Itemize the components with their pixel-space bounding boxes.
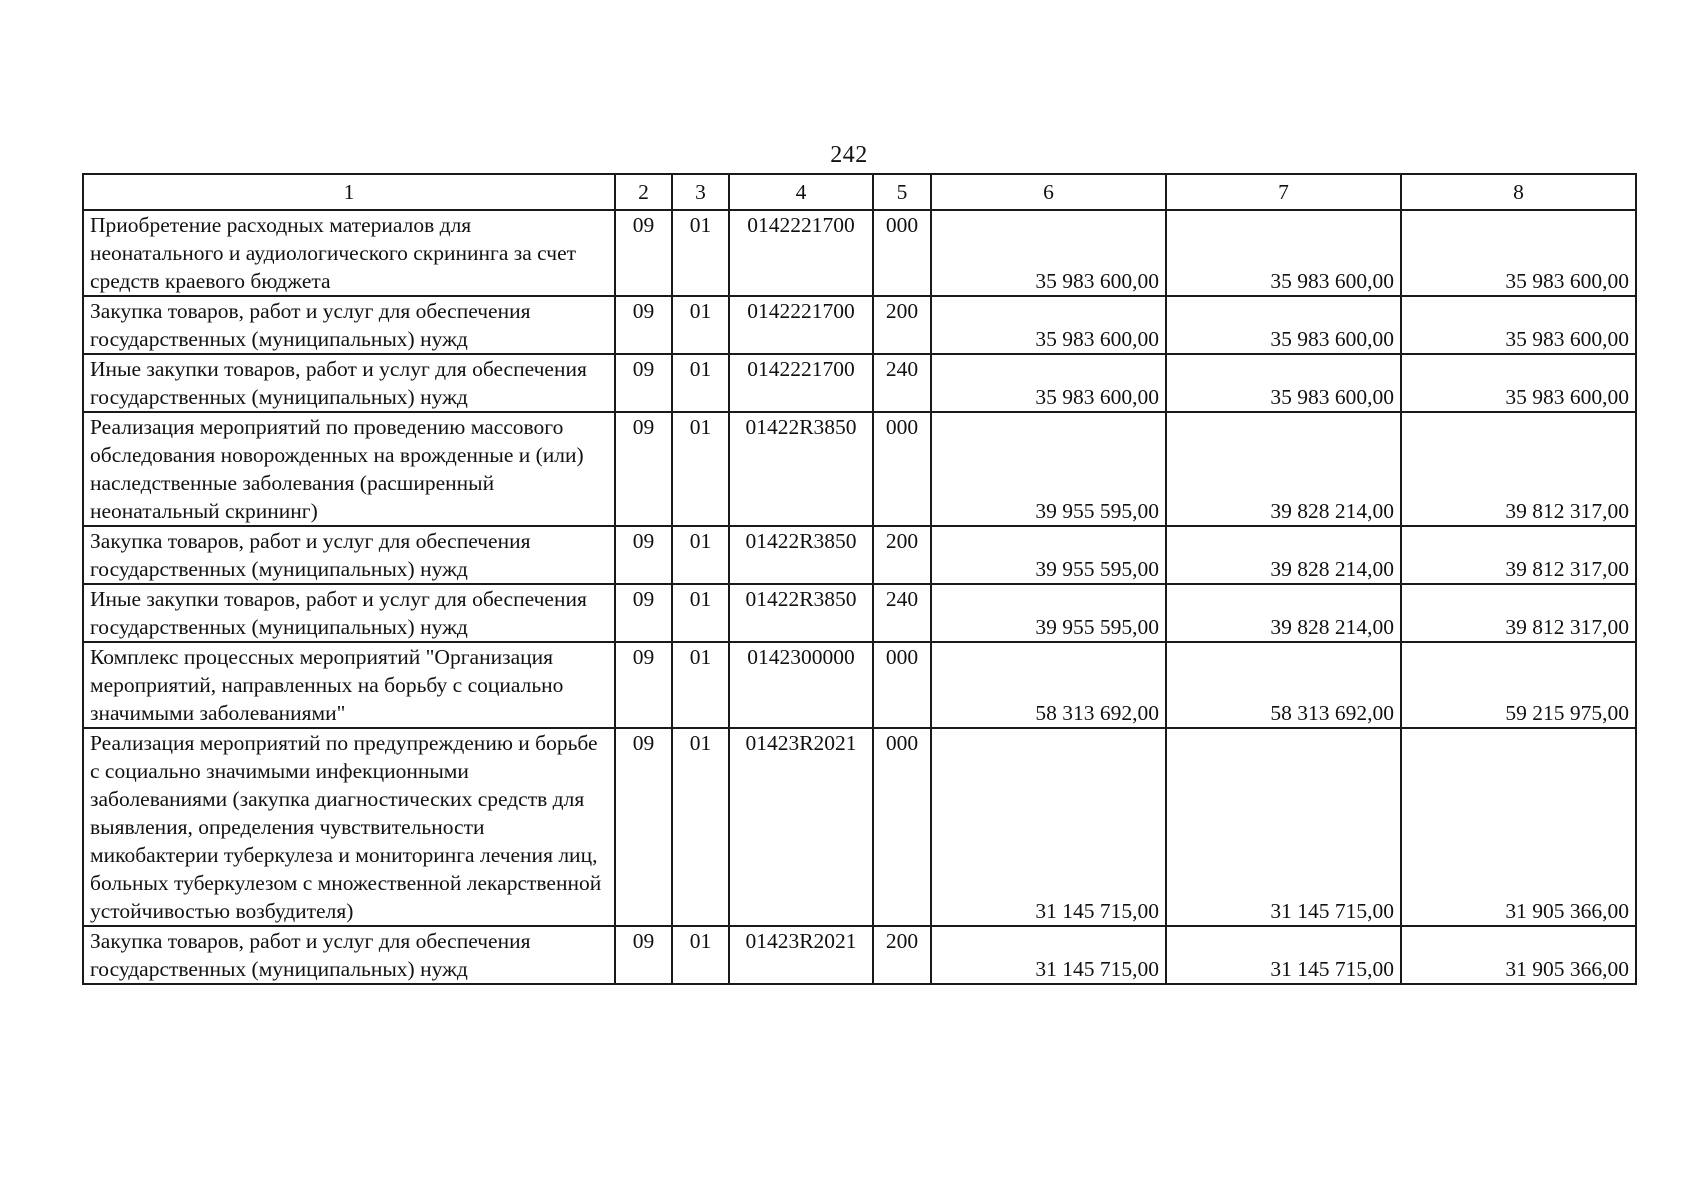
amount-year-3: 39 812 317,00 xyxy=(1401,526,1636,584)
expense-type-code: 240 xyxy=(873,354,931,412)
column-header: 5 xyxy=(873,174,931,210)
amount-year-3: 59 215 975,00 xyxy=(1401,642,1636,728)
target-article-code: 01422R3850 xyxy=(729,412,873,526)
expense-type-code: 000 xyxy=(873,210,931,296)
table-row xyxy=(83,526,1636,584)
page-number: 242 xyxy=(830,142,868,168)
expense-type-code: 000 xyxy=(873,642,931,728)
amount-year-1: 35 983 600,00 xyxy=(931,210,1166,296)
item-name: Реализация мероприятий по проведению массового обследования новорожденных на врожденные и (или) наследственные заболевания (расширенный неонатальный скрининг) xyxy=(83,412,615,526)
table-row xyxy=(83,728,1636,926)
expense-type-code: 200 xyxy=(873,296,931,354)
budget-table xyxy=(82,173,1637,985)
amount-year-2: 39 828 214,00 xyxy=(1166,412,1401,526)
column-header: 4 xyxy=(729,174,873,210)
item-name: Комплекс процессных мероприятий "Организация мероприятий, направленных на борьбу с социально значимыми заболеваниями" xyxy=(83,642,615,728)
column-header: 2 xyxy=(615,174,672,210)
section-code: 09 xyxy=(615,926,672,984)
target-article-code: 01422R3850 xyxy=(729,584,873,642)
amount-year-2: 39 828 214,00 xyxy=(1166,526,1401,584)
target-article-code: 0142221700 xyxy=(729,354,873,412)
section-code: 09 xyxy=(615,526,672,584)
amount-year-2: 35 983 600,00 xyxy=(1166,210,1401,296)
amount-year-2: 35 983 600,00 xyxy=(1166,296,1401,354)
amount-year-1: 39 955 595,00 xyxy=(931,526,1166,584)
amount-year-1: 39 955 595,00 xyxy=(931,584,1166,642)
subsection-code: 01 xyxy=(672,412,729,526)
section-code: 09 xyxy=(615,642,672,728)
item-name: Закупка товаров, работ и услуг для обеспечения государственных (муниципальных) нужд xyxy=(83,526,615,584)
amount-year-1: 35 983 600,00 xyxy=(931,296,1166,354)
table-row xyxy=(83,584,1636,642)
column-header: 6 xyxy=(931,174,1166,210)
amount-year-3: 39 812 317,00 xyxy=(1401,584,1636,642)
column-header: 7 xyxy=(1166,174,1401,210)
amount-year-3: 35 983 600,00 xyxy=(1401,210,1636,296)
section-code: 09 xyxy=(615,354,672,412)
subsection-code: 01 xyxy=(672,728,729,926)
table-row xyxy=(83,354,1636,412)
column-number-row xyxy=(83,174,1636,210)
target-article-code: 0142221700 xyxy=(729,296,873,354)
expense-type-code: 000 xyxy=(873,728,931,926)
amount-year-3: 39 812 317,00 xyxy=(1401,412,1636,526)
column-header: 1 xyxy=(83,174,615,210)
subsection-code: 01 xyxy=(672,642,729,728)
amount-year-3: 35 983 600,00 xyxy=(1401,296,1636,354)
amount-year-3: 35 983 600,00 xyxy=(1401,354,1636,412)
table-row xyxy=(83,296,1636,354)
subsection-code: 01 xyxy=(672,584,729,642)
subsection-code: 01 xyxy=(672,354,729,412)
table-row xyxy=(83,412,1636,526)
item-name: Иные закупки товаров, работ и услуг для обеспечения государственных (муниципальных) нужд xyxy=(83,354,615,412)
item-name: Закупка товаров, работ и услуг для обеспечения государственных (муниципальных) нужд xyxy=(83,926,615,984)
section-code: 09 xyxy=(615,412,672,526)
amount-year-1: 31 145 715,00 xyxy=(931,926,1166,984)
target-article-code: 01423R2021 xyxy=(729,728,873,926)
item-name: Приобретение расходных материалов для неонатального и аудиологического скрининга за счет средств краевого бюджета xyxy=(83,210,615,296)
amount-year-1: 31 145 715,00 xyxy=(931,728,1166,926)
amount-year-2: 31 145 715,00 xyxy=(1166,926,1401,984)
item-name: Иные закупки товаров, работ и услуг для обеспечения государственных (муниципальных) нужд xyxy=(83,584,615,642)
target-article-code: 0142221700 xyxy=(729,210,873,296)
expense-type-code: 240 xyxy=(873,584,931,642)
target-article-code: 01423R2021 xyxy=(729,926,873,984)
expense-type-code: 200 xyxy=(873,926,931,984)
amount-year-1: 35 983 600,00 xyxy=(931,354,1166,412)
target-article-code: 01422R3850 xyxy=(729,526,873,584)
section-code: 09 xyxy=(615,210,672,296)
column-header: 3 xyxy=(672,174,729,210)
subsection-code: 01 xyxy=(672,210,729,296)
subsection-code: 01 xyxy=(672,526,729,584)
target-article-code: 0142300000 xyxy=(729,642,873,728)
item-name: Реализация мероприятий по предупреждению и борьбе с социально значимыми инфекционными заболеваниями (закупка диагностических средств для выявления, определения чувствительности микобактерии туберкулеза и мониторинга лечения лиц, больных туберкулезом с множественной лекарственной устойчивостью возбудителя) xyxy=(83,728,615,926)
table-row xyxy=(83,210,1636,296)
item-name: Закупка товаров, работ и услуг для обеспечения государственных (муниципальных) нужд xyxy=(83,296,615,354)
amount-year-2: 39 828 214,00 xyxy=(1166,584,1401,642)
section-code: 09 xyxy=(615,728,672,926)
amount-year-2: 31 145 715,00 xyxy=(1166,728,1401,926)
table-row xyxy=(83,926,1636,984)
column-header: 8 xyxy=(1401,174,1636,210)
section-code: 09 xyxy=(615,296,672,354)
table-row xyxy=(83,642,1636,728)
amount-year-2: 58 313 692,00 xyxy=(1166,642,1401,728)
subsection-code: 01 xyxy=(672,296,729,354)
subsection-code: 01 xyxy=(672,926,729,984)
expense-type-code: 200 xyxy=(873,526,931,584)
amount-year-1: 39 955 595,00 xyxy=(931,412,1166,526)
section-code: 09 xyxy=(615,584,672,642)
amount-year-2: 35 983 600,00 xyxy=(1166,354,1401,412)
amount-year-3: 31 905 366,00 xyxy=(1401,926,1636,984)
amount-year-3: 31 905 366,00 xyxy=(1401,728,1636,926)
amount-year-1: 58 313 692,00 xyxy=(931,642,1166,728)
expense-type-code: 000 xyxy=(873,412,931,526)
